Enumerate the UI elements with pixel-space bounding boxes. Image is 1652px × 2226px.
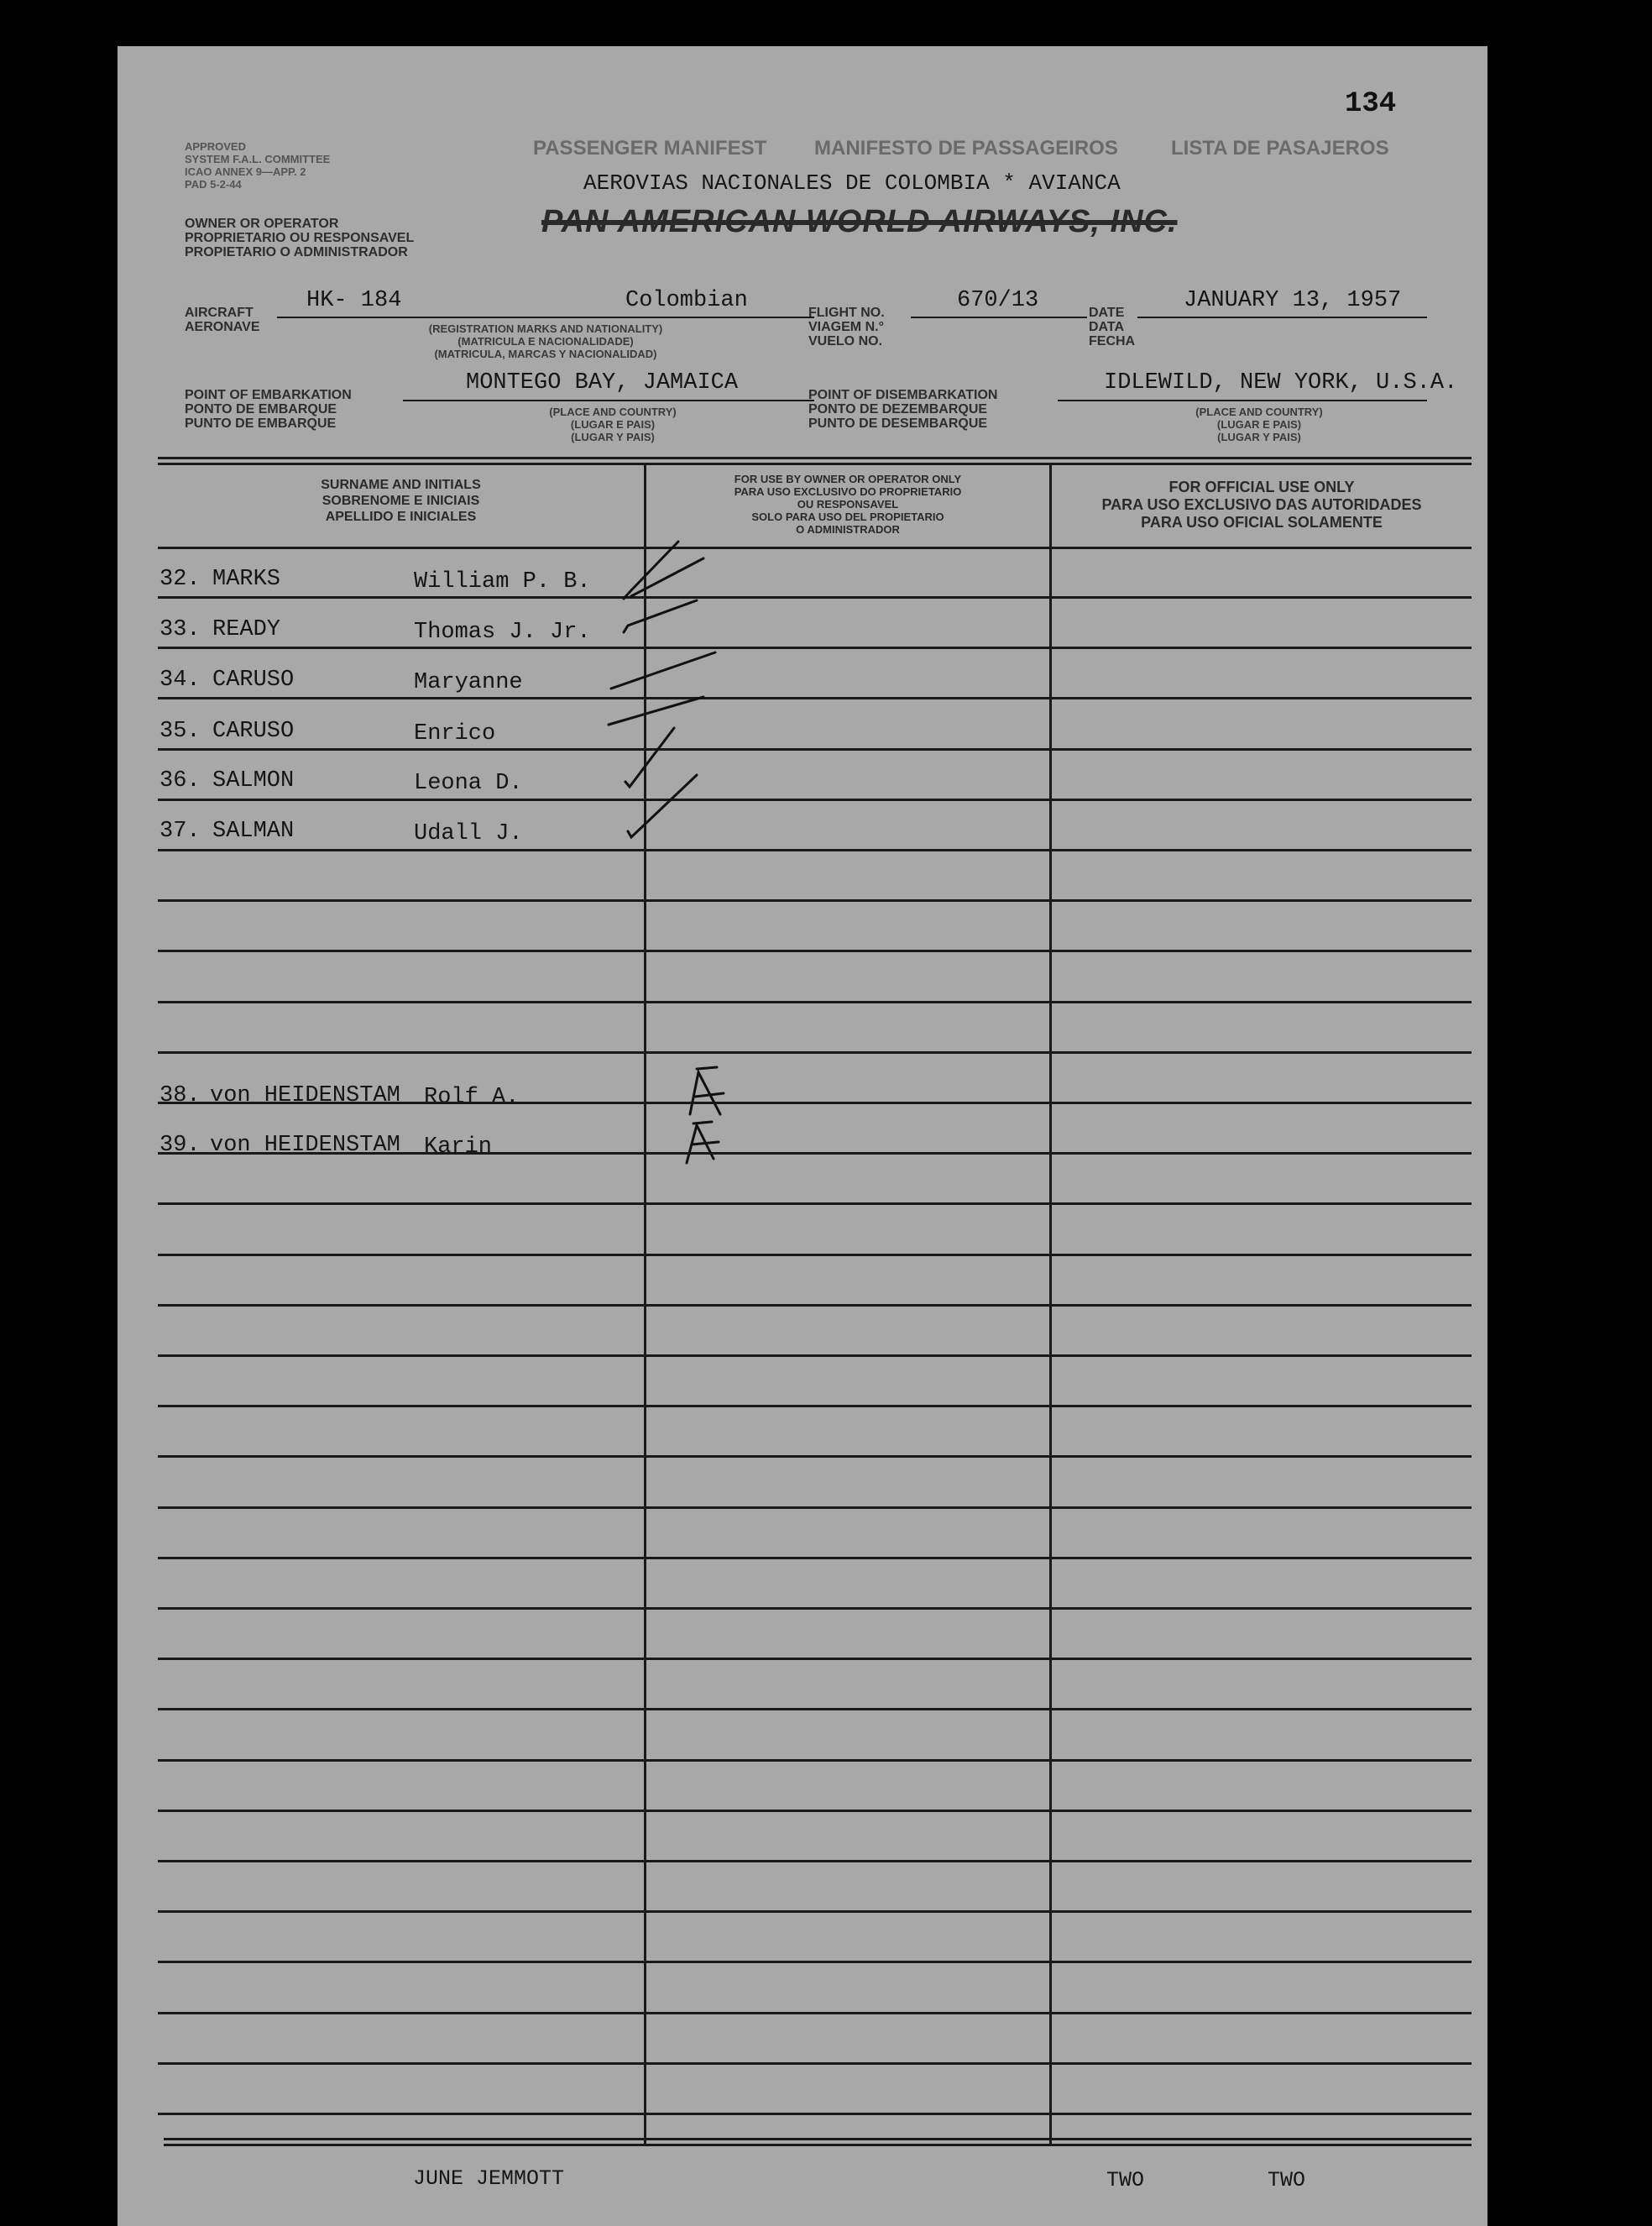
footer-count-2: TWO xyxy=(1268,2168,1306,2192)
passenger-given-name: Thomas J. Jr. xyxy=(414,620,591,645)
page-number: 134 xyxy=(1345,88,1397,120)
aircraft-caption-line: (REGISTRATION MARKS AND NATIONALITY) xyxy=(428,322,663,335)
disembarkation-caption-line: (LUGAR E PAIS) xyxy=(1216,418,1302,431)
passenger-mark xyxy=(743,1133,756,1158)
column-header-line: PARA USO EXCLUSIVO DAS AUTORIDADES xyxy=(1101,496,1422,513)
aircraft-registration: HK- 184 xyxy=(306,288,402,313)
passenger-surname: READY xyxy=(212,617,281,642)
column-header-line: SOBRENOME E INICIAIS xyxy=(322,494,480,508)
passenger-number: 34. xyxy=(159,668,201,693)
passenger-surname: CARUSO xyxy=(212,719,295,744)
embarkation-caption-line: (LUGAR E PAIS) xyxy=(570,418,656,431)
column-header-line: PARA USO EXCLUSIVO DO PROPRIETARIO xyxy=(734,485,962,498)
aircraft-label-line: AIRCRAFT xyxy=(185,306,254,320)
passenger-surname: CARUSO xyxy=(212,668,295,693)
check-mark xyxy=(611,652,715,689)
flight-label-line: VUELO NO. xyxy=(808,334,883,348)
passenger-number: 33. xyxy=(159,617,201,642)
date-value: JANUARY 13, 1957 xyxy=(1184,288,1402,313)
passenger-number: 38. xyxy=(159,1083,201,1108)
passenger-given-name: William P. B. xyxy=(414,569,591,594)
passenger-given-name: Udall J. xyxy=(414,821,523,846)
date-label-line: FECHA xyxy=(1089,334,1136,348)
check-mark xyxy=(609,697,703,725)
check-mark xyxy=(624,542,678,599)
embarkation-caption-line: (PLACE AND COUNTRY) xyxy=(549,406,677,418)
operator-label-line: PROPIETARIO O ADMINISTRADOR xyxy=(185,245,408,259)
approval-line: PAD 5-2-44 xyxy=(185,178,242,191)
flight-label-line: VIAGEM N.° xyxy=(808,320,884,334)
passenger-surname: SALMON xyxy=(212,768,295,794)
operator-name: AEROVIAS NACIONALES DE COLOMBIA * AVIANCA xyxy=(583,170,1121,196)
passenger-surname: MARKS xyxy=(212,567,281,592)
column-header-line: O ADMINISTRADOR xyxy=(796,523,900,536)
aircraft-caption-line: (MATRICULA, MARCAS Y NACIONALIDAD) xyxy=(434,348,657,360)
passenger-given-name: Enrico xyxy=(414,721,496,746)
embarkation-value: MONTEGO BAY, JAMAICA xyxy=(466,370,739,395)
check-mark xyxy=(624,600,697,632)
embarkation-label-line: PONTO DE EMBARQUE xyxy=(185,402,337,416)
passenger-number: 39. xyxy=(159,1133,201,1158)
column-header-line: SURNAME AND INITIALS xyxy=(321,478,481,492)
embarkation-label-line: PUNTO DE EMBARQUE xyxy=(185,416,337,431)
passenger-surname: SALMAN xyxy=(212,819,295,844)
operator-struck: PAN AMERICAN WORLD AIRWAYS, INC. xyxy=(541,204,1178,239)
title-english: PASSENGER MANIFEST xyxy=(533,137,767,160)
table-bottom-rule xyxy=(164,2138,1472,2140)
check-mark xyxy=(628,775,697,837)
column-header-line: FOR OFFICIAL USE ONLY xyxy=(1168,479,1355,495)
passenger-given-name: Rolf A. xyxy=(424,1085,520,1110)
disembarkation-label-line: POINT OF DISEMBARKATION xyxy=(808,388,998,402)
date-label-line: DATA xyxy=(1089,320,1125,334)
operator-mark-a xyxy=(690,1067,724,1114)
flight-label-line: FLIGHT NO. xyxy=(808,306,885,320)
footer-name: JUNE JEMMOTT xyxy=(413,2166,565,2191)
passenger-number: 32. xyxy=(159,567,201,592)
passenger-number: 37. xyxy=(159,819,201,844)
approval-line: SYSTEM F.A.L. COMMITTEE xyxy=(185,153,331,165)
footer-count-1: TWO xyxy=(1106,2168,1145,2192)
disembarkation-label-line: PUNTO DE DESEMBARQUE xyxy=(808,416,988,431)
embarkation-label-line: POINT OF EMBARKATION xyxy=(185,388,352,402)
passenger-mark xyxy=(743,1083,756,1108)
passenger-surname: von HEIDENSTAM xyxy=(210,1133,400,1158)
disembarkation-caption-line: (LUGAR Y PAIS) xyxy=(1217,431,1301,443)
passenger-given-name: Leona D. xyxy=(414,771,523,796)
passenger-number: 36. xyxy=(159,768,201,794)
passenger-given-name: Maryanne xyxy=(414,670,523,695)
passenger-surname: von HEIDENSTAM xyxy=(210,1083,400,1108)
operator-mark-a xyxy=(687,1122,719,1163)
passenger-given-name: Karin xyxy=(424,1134,493,1160)
date-label-line: DATE xyxy=(1089,306,1125,320)
column-header-line: SOLO PARA USO DEL PROPIETARIO xyxy=(751,511,944,523)
table-bottom-rule-2 xyxy=(164,2144,1472,2146)
check-mark xyxy=(625,728,674,787)
disembarkation-caption-line: (PLACE AND COUNTRY) xyxy=(1195,406,1323,418)
column-header-line: FOR USE BY OWNER OR OPERATOR ONLY xyxy=(734,473,962,485)
embarkation-caption-line: (LUGAR Y PAIS) xyxy=(571,431,655,443)
disembarkation-label-line: PONTO DE DEZEMBARQUE xyxy=(808,402,988,416)
aircraft-nationality: Colombian xyxy=(625,288,748,313)
approval-line: APPROVED xyxy=(185,140,246,153)
column-header-line: APELLIDO E INICIALES xyxy=(325,510,477,524)
passenger-number: 35. xyxy=(159,719,201,744)
column-header-line: OU RESPONSAVEL xyxy=(797,498,899,511)
approval-line: ICAO ANNEX 9—APP. 2 xyxy=(185,165,306,178)
flight-number: 670/13 xyxy=(957,288,1039,313)
title-portuguese: MANIFESTO DE PASSAGEIROS xyxy=(814,137,1118,160)
aircraft-caption-line: (MATRICULA E NACIONALIDADE) xyxy=(457,335,634,348)
disembarkation-value: IDLEWILD, NEW YORK, U.S.A. xyxy=(1104,370,1458,395)
title-spanish: LISTA DE PASAJEROS xyxy=(1171,137,1389,160)
operator-label-line: OWNER OR OPERATOR xyxy=(185,217,339,231)
aircraft-label-line: AERONAVE xyxy=(185,320,260,334)
operator-label-line: PROPRIETARIO OU RESPONSAVEL xyxy=(185,231,415,245)
manifest-sheet xyxy=(118,46,1487,2226)
column-header-line: PARA USO OFICIAL SOLAMENTE xyxy=(1141,514,1383,531)
